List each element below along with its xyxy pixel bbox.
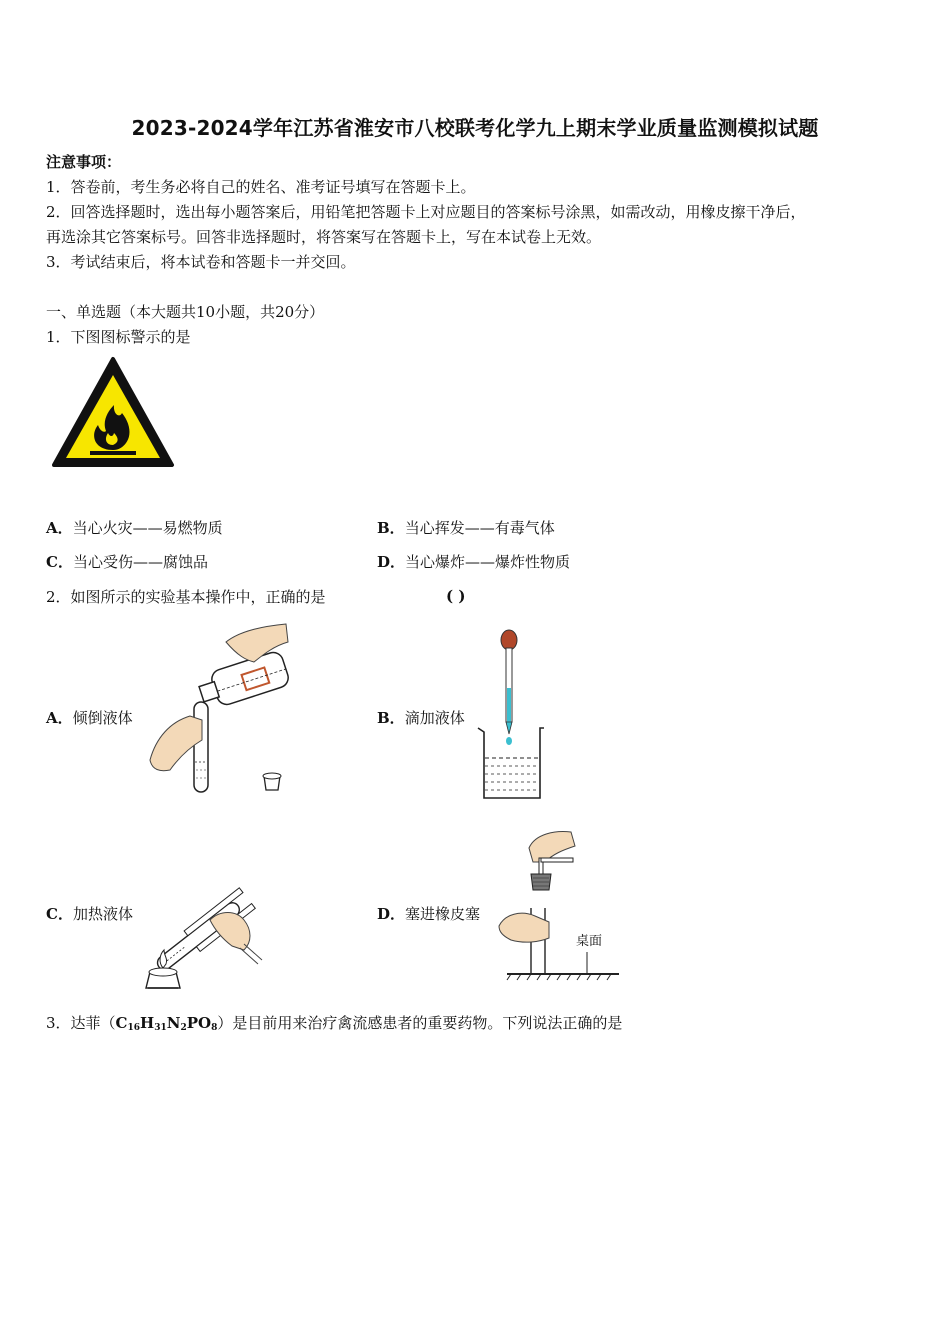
notice-item-1: 1．答卷前，考生务必将自己的姓名、准考证号填写在答题卡上。: [46, 178, 476, 196]
notice-item-2-cont: 再选涂其它答案标号。回答非选择题时，将答案写在答题卡上，写在本试卷上无效。: [46, 228, 602, 246]
table-surface-label: 桌面: [576, 934, 603, 949]
q1-option-b[interactable]: B．当心挥发——有毒气体: [377, 519, 555, 537]
notice-heading: 注意事项：: [46, 153, 122, 171]
page-title: 2023-2024学年江苏省淮安市八校联考化学九上期末学业质量监测模拟试题: [131, 116, 819, 140]
q1-option-c[interactable]: C．当心受伤——腐蚀品: [46, 553, 208, 571]
q3-stem: 3．达菲$(C_{16}H_{31}N_2PO_8)$是目前用来治疗禽流感患者的重要药物。下列说法正确的是: [46, 1014, 623, 1033]
q1-option-d[interactable]: D．当心爆炸——爆炸性物质: [377, 553, 571, 571]
flammable-warning-icon: [50, 355, 176, 469]
notice-item-3: 3．考试结束后，将本试卷和答题卡一并交回。: [46, 253, 356, 271]
q2-answer-paren: ( ): [446, 587, 466, 605]
dropping-liquid-figure: [470, 628, 550, 803]
notice-item-2: 2．回答选择题时，选出每小题答案后，用铅笔把答题卡上对应题目的答案标号涂黑，如需改动，用橡皮擦干净后，: [46, 203, 806, 221]
heating-liquid-figure: [140, 880, 270, 995]
q2-stem: 2．如图所示的实验基本操作中，正确的是: [46, 588, 326, 606]
q2-option-b[interactable]: B．滴加液体: [377, 709, 465, 727]
q1-option-a[interactable]: A．当心火灾——易燃物质: [46, 519, 223, 537]
inserting-stopper-figure: [495, 828, 620, 983]
pouring-liquid-figure: [146, 620, 296, 800]
q1-stem: 1．下图图标警示的是: [46, 328, 191, 346]
q2-option-d[interactable]: D．塞进橡皮塞: [377, 905, 481, 923]
q2-option-a[interactable]: A．倾倒液体: [46, 709, 133, 727]
section-heading: 一、单选题（本大题共10小题，共20分）: [46, 303, 325, 321]
q2-option-c[interactable]: C．加热液体: [46, 905, 133, 923]
